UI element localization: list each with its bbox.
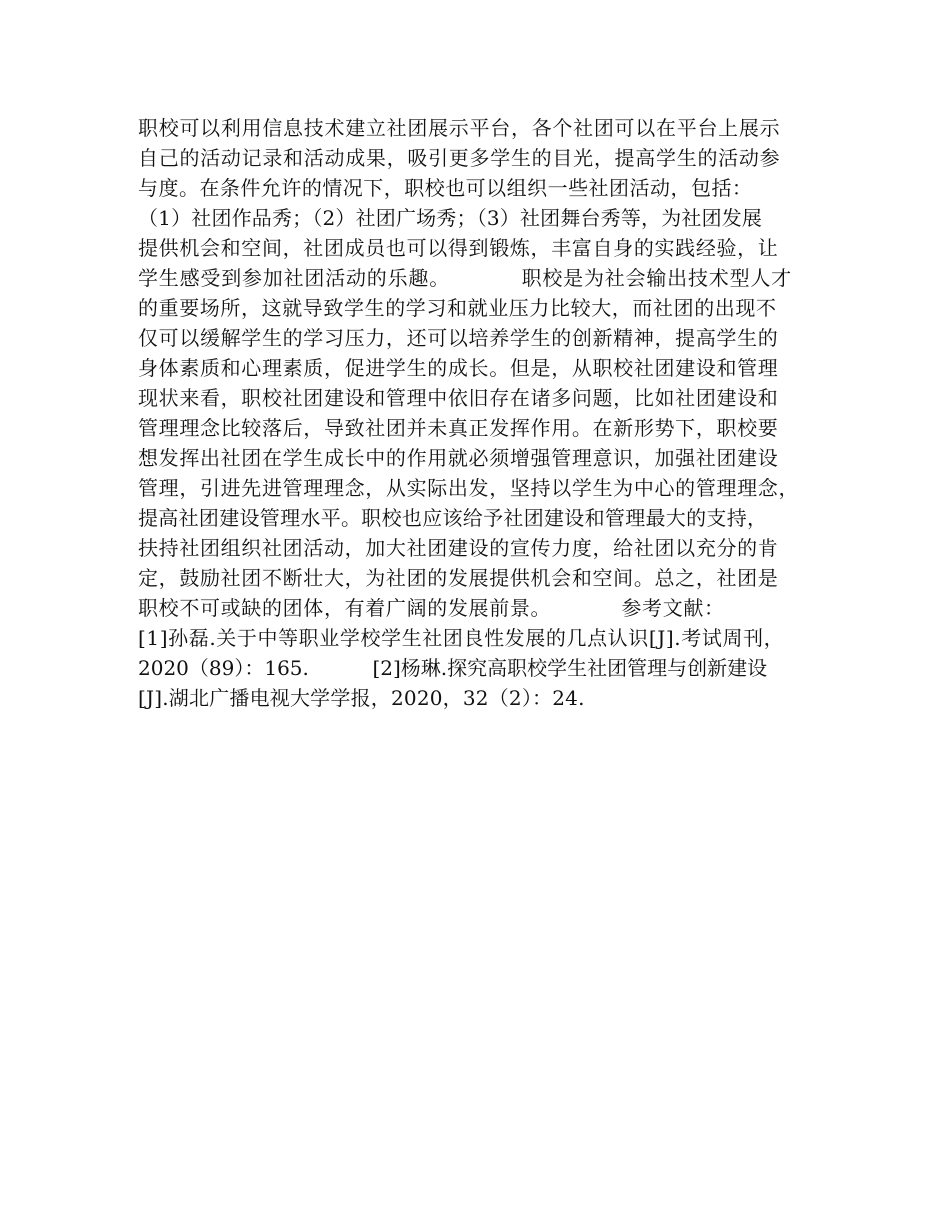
body-text bbox=[138, 113, 828, 713]
text-line: 定，鼓励社团不断壮大，为社团的发展提供机会和空间。总之，社团是 bbox=[138, 566, 779, 590]
text-line: 现状来看，职校社团建设和管理中依旧存在诸多问题，比如社团建设和 bbox=[138, 386, 779, 410]
text-line: 职校可以利用信息技术建立社团展示平台，各个社团可以在平台上展示 bbox=[138, 116, 781, 140]
text-line: 身体素质和心理素质，促进学生的成长。但是，从职校社团建设和管理 bbox=[138, 356, 779, 380]
reference-line: [J].湖北广播电视大学学报，2020，32（2）：24. bbox=[138, 686, 585, 710]
text-line: 管理理念比较落后，导致社团并未真正发挥作用。在新形势下，职校要 bbox=[138, 416, 779, 440]
text-line: 管理，引进先进管理理念，从实际出发，坚持以学生为中心的管理理念， bbox=[138, 476, 800, 500]
text-line: 仅可以缓解学生的学习压力，还可以培养学生的创新精神，提高学生的 bbox=[138, 326, 779, 350]
text-line: 与度。在条件允许的情况下，职校也可以组织一些社团活动，包括： bbox=[138, 176, 753, 200]
reference-line: 2020（89）：165. [2]杨琳.探究高职校学生社团管理与创新建设 bbox=[138, 656, 768, 680]
text-line: 提高社团建设管理水平。职校也应该给予社团建设和管理最大的支持， bbox=[138, 506, 768, 530]
text-line: 学生感受到参加社团活动的乐趣。 职校是为社会输出技术型人才 bbox=[138, 266, 792, 290]
text-line: 想发挥出社团在学生成长中的作用就必须增强管理意识，加强社团建设 bbox=[138, 446, 779, 470]
text-line: （1）社团作品秀；（2）社团广场秀；（3）社团舞台秀等，为社团发展 bbox=[138, 206, 763, 230]
text-line: 职校不可或缺的团体，有着广阔的发展前景。 参考文献： bbox=[138, 596, 725, 620]
text-line: 的重要场所，这就导致学生的学习和就业压力比较大，而社团的出现不 bbox=[138, 296, 777, 320]
text-line: 自己的活动记录和活动成果，吸引更多学生的目光，提高学生的活动参 bbox=[138, 146, 781, 170]
text-line: 提供机会和空间，社团成员也可以得到锻炼，丰富自身的实践经验，让 bbox=[138, 236, 779, 260]
text-line: 扶持社团组织社团活动，加大社团建设的宣传力度，给社团以充分的肯 bbox=[138, 536, 779, 560]
reference-line: [1]孙磊.关于中等职业学校学生社团良性发展的几点认识[J].考试周刊， bbox=[138, 626, 785, 650]
